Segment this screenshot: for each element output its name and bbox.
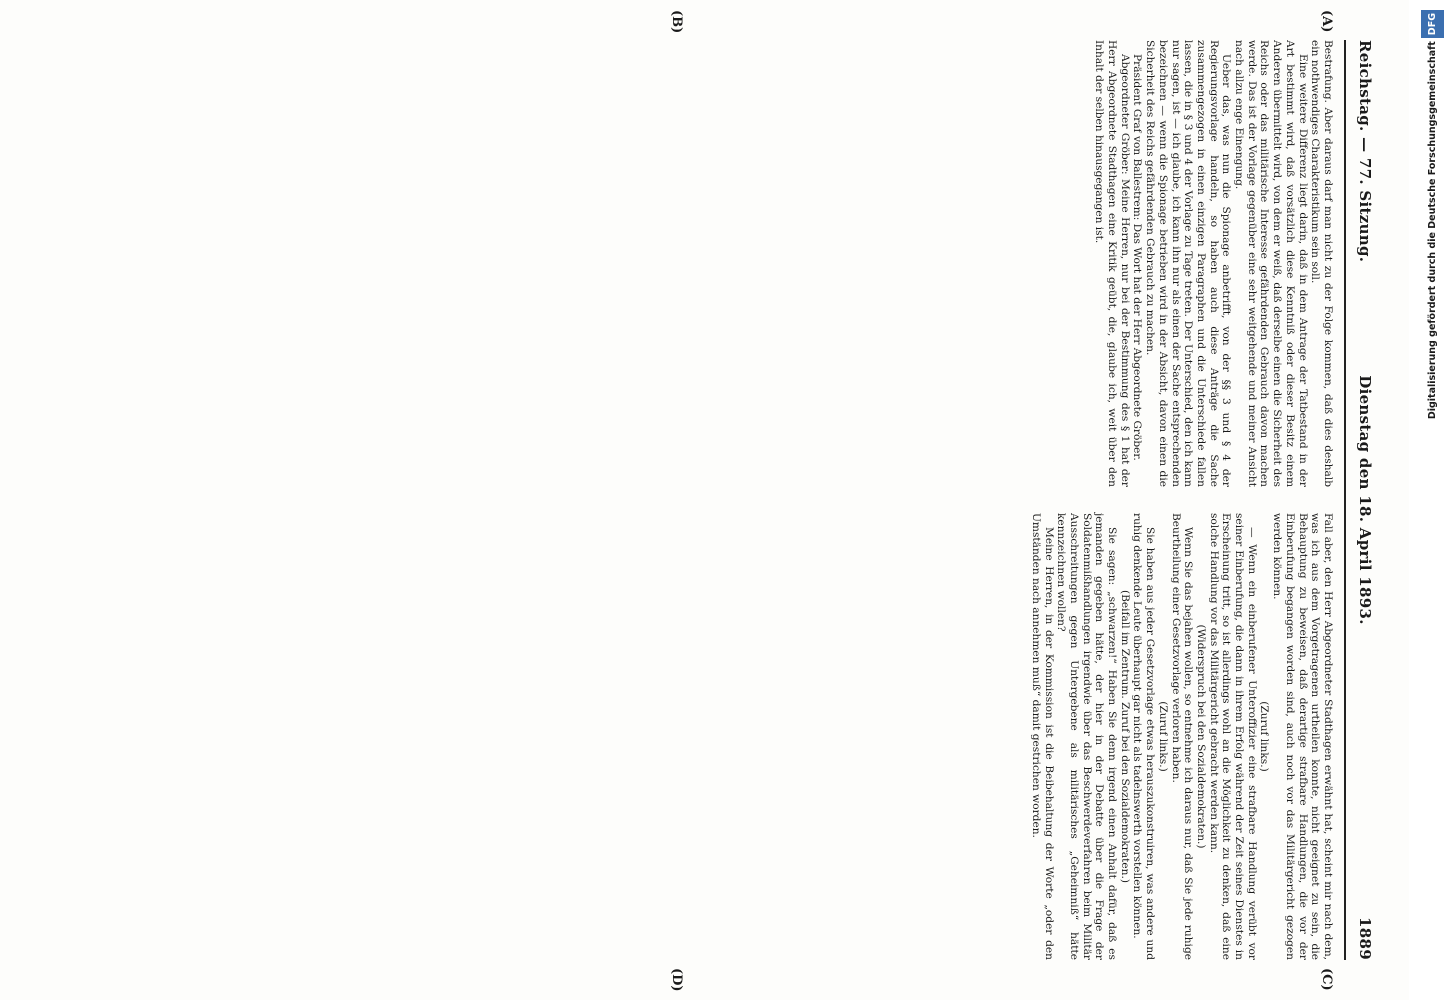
paragraph: Präsident Graf von Ballestrem: Das Wort hat der Herr Abgeordnete Gröber.: [1131, 54, 1144, 461]
header-center: Dienstag den 18. April 1893.: [1356, 375, 1374, 625]
two-columns: [1029, 40, 1334, 960]
margin-letter-b: (B): [669, 10, 684, 34]
paragraph: Sie sagen: „schwarzen!“ Haben Sie denn irgend einen Anhalt dafür, daß es jemanden gegeben hätte, der hier in der Debatte über die Frage der Soldatenmißhandlungen irgendwie über das Beschwerdeverfahren beim Militär Ausschreitungen gegen Untergebene als militärisches „Geheimniß“ hätte kennzeichnen wollen?: [1055, 513, 1119, 960]
page-content: [669, 10, 1374, 992]
dfg-logo: DFG: [1421, 10, 1444, 38]
margin-letter-c: (C): [1319, 968, 1334, 991]
paragraph: Bestrafung. Aber daraus darf man nicht zu der Folge kommen, daß dies deshalb ein nothwendiges Charakteristikum sein soll.: [1309, 40, 1334, 487]
paragraph: Meine Herren, in der Kommission ist die Beibehaltung der Worte „oder den Umständen nach annehmen muß“ damit gestrichen worden.: [1029, 513, 1055, 960]
header-rule: [1344, 40, 1346, 960]
interjection: (Zuruf links.): [1258, 701, 1271, 772]
margin-letter-d: (D): [669, 968, 684, 992]
page-number: 1889: [1356, 917, 1374, 960]
paragraph: Eine weitere Differenz liegt darin, daß in dem Antrage der Tatbestand in der Art bestimmt wird, daß vorsätzlich diese Kenntniß oder dieser Besitz einem Anderen übermittelt wird, von dem er weiß, daß derselbe einen die Sicherheit des Reichs oder das militärische Interesse gefährdenden Gebrauch davon machen werde. Das ist der Vorlage gegenüber eine sehr weitgehende und meiner Ansicht nach allzu enge Einengung.: [1233, 40, 1309, 487]
interjection: (Beifall im Zentrum. Zuruf bei den Sozialdemokraten.): [1118, 590, 1131, 883]
header-left: Reichstag. — 77. Sitzung.: [1356, 40, 1374, 263]
running-head: [1350, 40, 1374, 960]
paragraph: Fall aber, den Herr Abgeordneter Stadthagen erwähnt hat, scheint mir nach dem, was ich aus dem Vorgetragenen urtheilen konnte, nicht geeignet zu sein, die Behauptung zu beweisen, daß derartige strafbare Handlungen, die vor der Einberufung begangen worden sind, auch noch vor das Militärgericht gezogen werden können.: [1271, 513, 1334, 960]
paragraph: Wenn Sie das bejahen wollen, so entnehme ich daraus nur, daß Sie jede ruhige Beurtheilung einer Gesetzvorlage verloren haben.: [1169, 513, 1195, 960]
paragraph: Abgeordneter Gröber: Meine Herren, nur bei der Bestimmung des § 1 hat der Herr Abgeordnete Stadthagen eine Kritik geübt, die, glaube ich, weit über den Inhalt der selben hinausgegangen ist.: [1093, 40, 1131, 487]
margin-letter-a: (A): [1319, 10, 1334, 33]
paragraph: — Wenn ein einberufener Unteroffizier eine strafbare Handlung verübt vor seiner Einberufung, die dann in ihrem Erfolg während der Zeit seines Dienstes in Erscheinung tritt, so ist allerdings wohl an die Möglichkeit zu denken, daß eine solche Handlung vor das Militärgericht gebracht werden kann.: [1207, 513, 1258, 960]
interjection: (Zuruf links.): [1156, 701, 1169, 772]
credit-text: Digitalisierung gefördert durch die Deutsche Forschungsgemeinschaft: [1427, 41, 1438, 420]
paragraph: Sie haben aus jeder Gesetzvorlage etwas herauszukonstruiren, was andere und ruhig denkende Leute überhaupt gar nicht als tadelnswerth vorstellen können.: [1131, 513, 1157, 960]
digitization-credit: [1421, 10, 1444, 990]
paragraph: Ueber das, was nun die Spionage anbetrifft, von der §§ 3 und § 4 der Regierungsvorlage handeln, so haben auch diese Anträge die Sache zusammengezogen in einen einzigen Paragraphen und die Unterschiede fallen lassen, die in § 3 und 4 der Vorlage zu Tage treten. Der Unterschied, den ich kann nur sagen, ist — ich glaube, ich kann ihn nur als einen der Sache entsprechenden bezeichnen — wenn die Spionage betrieben wird in der Absicht, davon einen die Sicherheit des Reichs gefährdenden Gebrauch zu machen.: [1144, 40, 1233, 487]
column-left: [1029, 40, 1334, 487]
interjection: (Widerspruch bei den Sozialdemokraten.): [1194, 624, 1207, 849]
column-right: [1029, 513, 1334, 960]
